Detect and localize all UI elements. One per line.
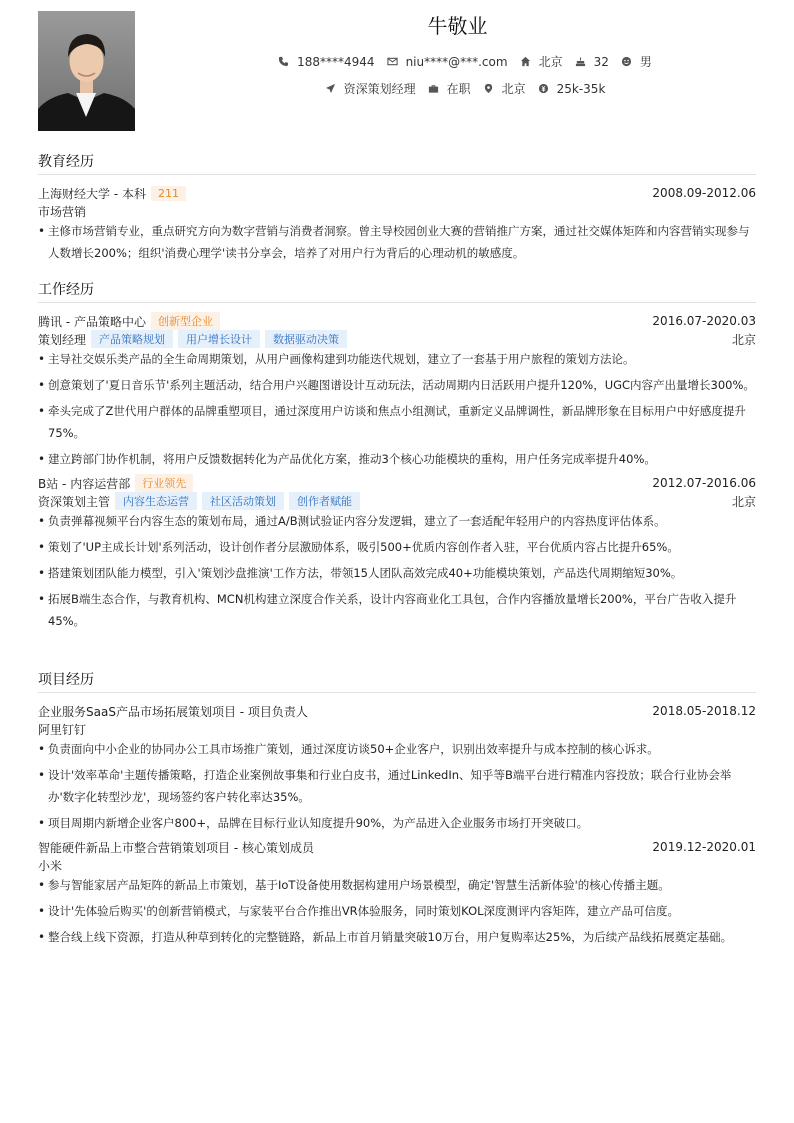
project-org-row [38,720,756,738]
job-status-info [428,80,471,97]
company-name: 腾讯 - 产品策略中心 [38,314,146,329]
email-info [387,55,508,69]
list-item: • 整合线上线下资源，打造从种草到转化的完整链路，新品上市首月销量突破10万台，用户复购率达25%，为后续产品线拓展奠定基础。 [38,926,756,948]
list-item: • 建立跨部门协作机制，将用户反馈数据转化为产品优化方案，推动3个核心功能模块的重构，用户任务完成率提升40%。 [38,448,756,470]
age-info [575,55,609,69]
mail-icon [387,56,398,67]
education-date: 2008.09-2012.06 [652,186,756,200]
age-text: 32 [593,54,609,69]
residence-text: 北京 [538,55,563,69]
skill-tag: 创作者赋能 [289,492,360,510]
projects-section [38,669,756,952]
list-item: • 拓展B端生态合作，与教育机构、MCN机构建立深度合作关系，设计内容商业化工具包，合作内容播放量增长200%，平台广告收入提升45%。 [38,588,756,632]
contact-info-row [135,53,794,70]
skill-tag: 内容生态运营 [115,492,197,510]
job-role: 资深策划主管 [38,494,111,509]
work-bullets [38,348,756,470]
list-item: • 策划了'UP主成长计划'系列活动，设计创作者分层激励体系，吸引500+优质内容创作者入驻，平台优质内容占比提升65%。 [38,536,756,558]
salary-info [538,82,606,96]
residence-info [520,53,563,70]
home-icon [520,56,531,67]
project-entry-header [38,838,756,856]
project-date: 2019.12-2020.01 [652,840,756,854]
project-org: 小米 [38,858,63,873]
project-entry [38,702,756,834]
section-title: 教育经历 [38,151,756,175]
project-date: 2018.05-2018.12 [652,704,756,718]
education-major-row [38,202,756,220]
list-item: • 主导社交娱乐类产品的全生命周期策划，从用户画像构建到功能迭代规划，建立了一套基于用户旅程的策划方法论。 [38,348,756,370]
work-bullets [38,510,756,632]
list-item: • 负责弹幕视频平台内容生态的策划布局，通过A/B测试验证内容分发逻辑，建立了一套适配年轻用户的内容热度评估体系。 [38,510,756,532]
work-city: 北京 [731,494,756,509]
project-bullets [38,738,756,834]
job-role: 策划经理 [38,332,87,347]
education-bullets [38,220,756,264]
gender-text: 男 [639,55,652,69]
company-name: B站 - 内容运营部 [38,476,131,491]
work-role-row [38,330,756,348]
face-icon [621,56,632,67]
salary-text: 25k-35k [556,81,606,96]
skill-tag: 数据驱动决策 [265,330,347,348]
send-icon [325,83,336,94]
project-org-row [38,856,756,874]
project-entry [38,838,756,948]
section-title: 工作经历 [38,279,756,303]
skill-tag: 用户增长设计 [178,330,260,348]
target-city-info [483,80,526,97]
list-item: • 设计'效率革命'主题传播策略，打造企业案例故事集和行业白皮书，通过LinkedIn、知乎等B端平台进行精准内容投放；联合行业协会举办'数字化转型沙龙'，现场签约客户转化率达35%。 [38,764,756,808]
project-bullets [38,874,756,948]
gender-info [621,53,652,70]
work-entry [38,312,756,470]
location-pin-icon [483,83,494,94]
phone-text: 188****4944 [297,54,375,69]
major: 市场营销 [38,204,87,219]
work-role-row [38,492,756,510]
phone-icon [278,56,289,67]
email-text: niu****@***.com [405,54,508,69]
phone-info [278,55,374,69]
job-intent-row [135,80,794,97]
work-entry [38,474,756,632]
salary-icon [538,83,549,94]
work-date: 2012.07-2016.06 [652,476,756,490]
list-item: • 负责面向中小企业的协同办公工具市场推广策划，通过深度访谈50+企业客户，识别出效率提升与成本控制的核心诉求。 [38,738,756,760]
project-name: 企业服务SaaS产品市场拓展策划项目 - 项目负责人 [38,704,308,719]
candidate-name: 牛敬业 [427,14,488,38]
list-item: • 项目周期内新增企业客户800+，品牌在目标行业认知度提升90%，为产品进入企业服务市场打开突破口。 [38,812,756,834]
list-item: • 创意策划了'夏日音乐节'系列主题活动，结合用户兴趣图谱设计互动玩法，活动周期内日活跃用户提升120%，UGC内容产出量增长300%。 [38,374,756,396]
education-entry-header [38,184,756,202]
project-entry-header [38,702,756,720]
company-badge: 行业领先 [135,474,193,492]
school-name: 上海财经大学 - 本科 [38,186,146,201]
skill-tag: 产品策略规划 [91,330,173,348]
company-badge: 创新型企业 [151,312,220,330]
list-item: • 主修市场营销专业，重点研究方向为数字营销与消费者洞察。曾主导校园创业大赛的营销推广方案，通过社交媒体矩阵和内容营销实现参与人数增长200%；组织'消费心理学'读书分享会，培养了对用户行为背后的心理动机的敏感度。 [38,220,756,264]
list-item: • 设计'先体验后购买'的创新营销模式，与家装平台合作推出VR体验服务，同时策划KOL深度测评内容矩阵，建立产品可信度。 [38,900,756,922]
work-entry-header [38,474,756,492]
project-org: 阿里钉钉 [38,722,87,737]
skill-tag: 社区活动策划 [202,492,284,510]
job-status-text: 在职 [446,82,471,96]
list-item: • 搭建策划团队能力模型，引入'策划沙盘推演'工作方法，带领15人团队高效完成40+功能模块策划，产品迭代周期缩短30%。 [38,562,756,584]
section-title: 项目经历 [38,669,756,693]
target-position-info [325,80,416,97]
project-name: 智能硬件新品上市整合营销策划项目 - 核心策划成员 [38,840,314,855]
education-section [38,151,756,264]
cake-icon [575,56,586,67]
target-position-text: 资深策划经理 [343,82,416,96]
work-date: 2016.07-2020.03 [652,314,756,328]
work-entry-header [38,312,756,330]
list-item: • 参与智能家居产品矩阵的新品上市策划，基于IoT设备使用数据构建用户场景模型，确定'智慧生活新体验'的核心传播主题。 [38,874,756,896]
target-city-text: 北京 [501,82,526,96]
list-item: • 牵头完成了Z世代用户群体的品牌重塑项目，通过深度用户访谈和焦点小组测试，重新定义品牌调性，新品牌形象在目标用户中好感度提升75%。 [38,400,756,444]
school-badge: 211 [151,186,186,201]
briefcase-icon [428,83,439,94]
work-city: 北京 [731,332,756,347]
work-section [38,279,756,636]
